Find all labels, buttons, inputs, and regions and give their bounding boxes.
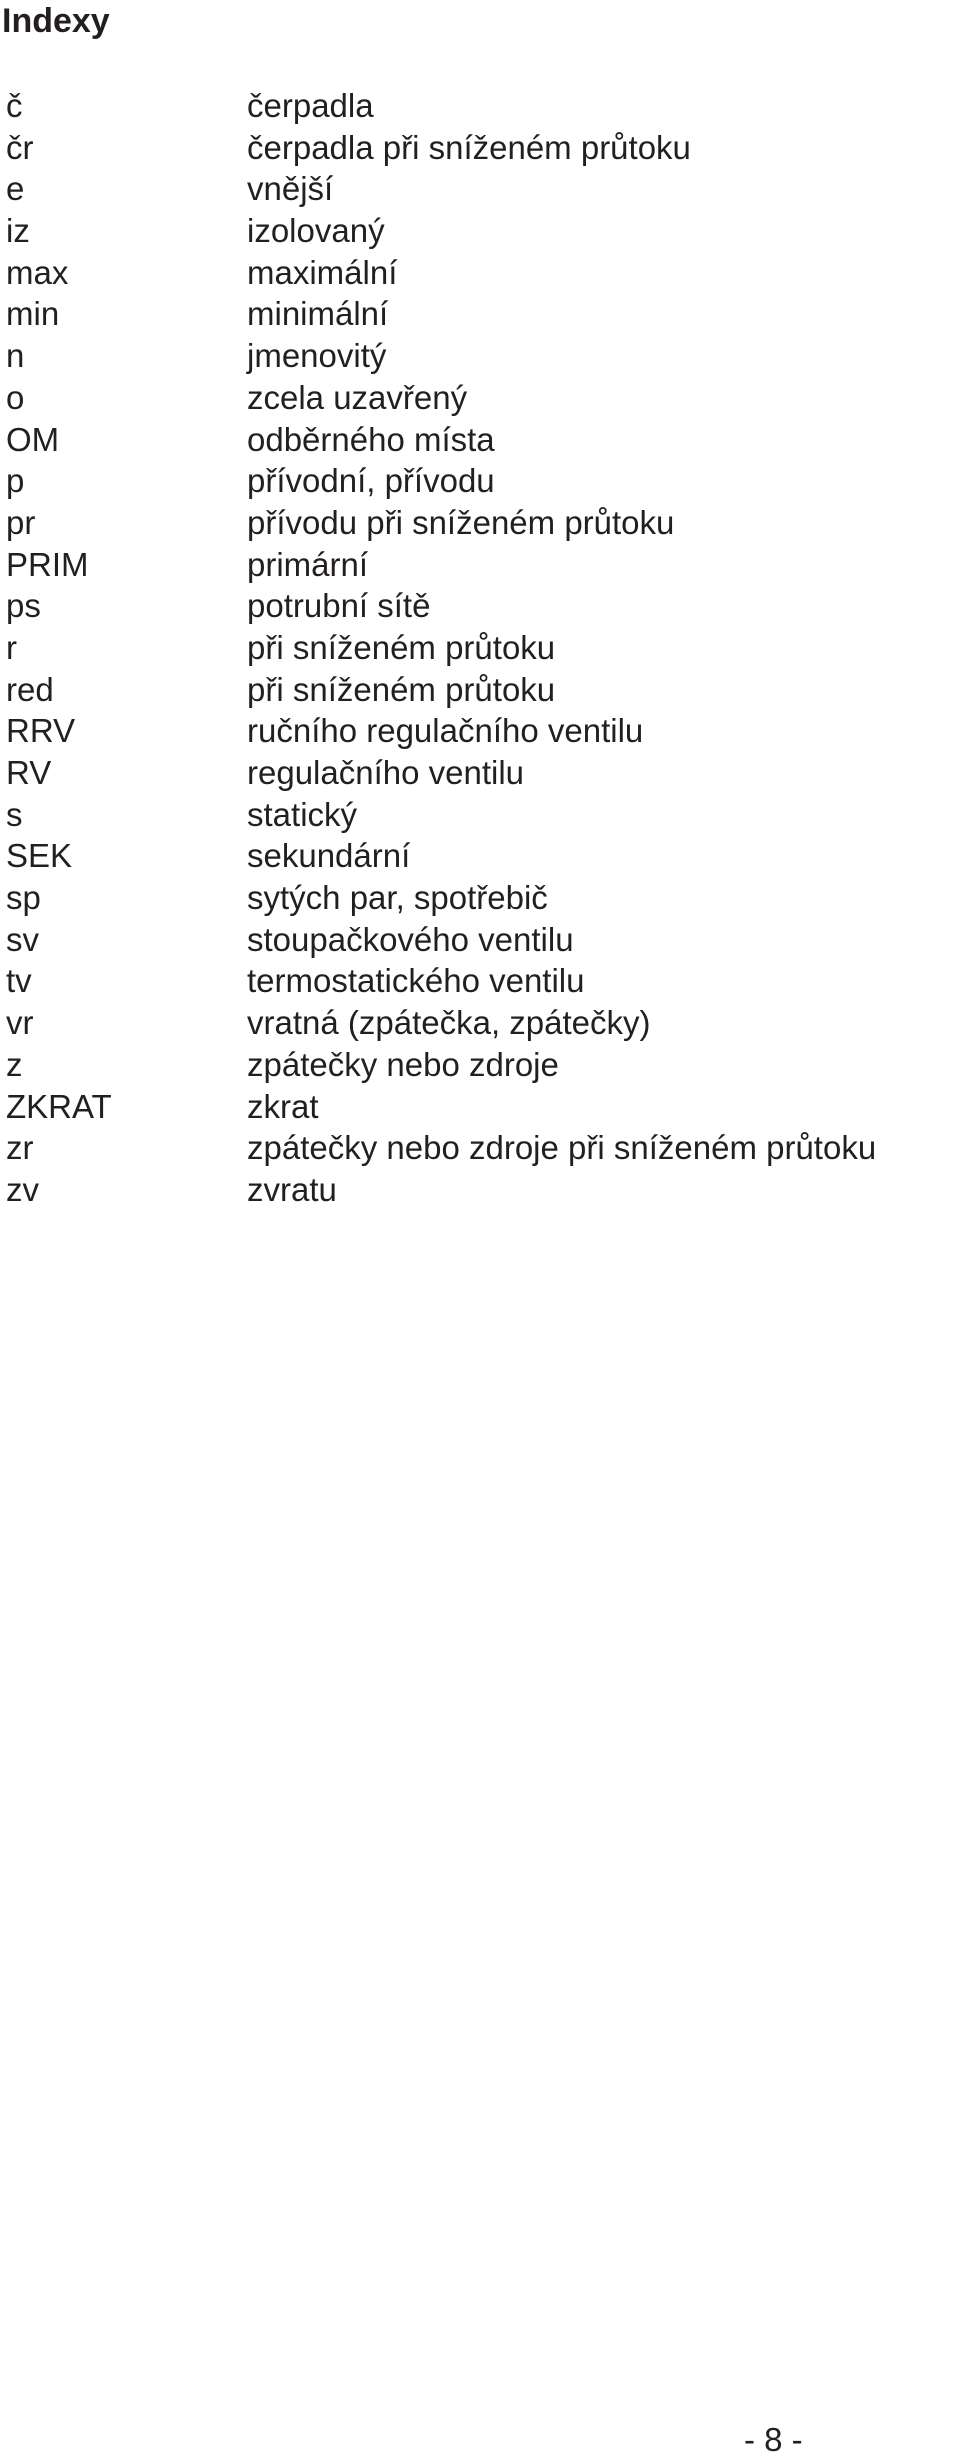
index-meaning: ručního regulačního ventilu [247, 712, 644, 750]
index-abbreviation: ps [6, 587, 41, 625]
index-row [0, 252, 960, 294]
index-row [0, 710, 960, 752]
index-abbreviation: tv [6, 962, 32, 1000]
index-abbreviation: č [6, 87, 23, 124]
index-meaning: zkrat [247, 1087, 319, 1125]
index-row [0, 1169, 960, 1211]
index-abbreviation: n [6, 337, 25, 375]
index-row [0, 960, 960, 1002]
index-meaning: izolovaný [247, 212, 385, 250]
index-meaning: termostatického ventilu [247, 962, 585, 1000]
index-abbreviation: e [6, 170, 25, 208]
index-row [0, 127, 960, 169]
index-abbreviation: p [6, 462, 25, 500]
index-row [0, 544, 960, 586]
index-meaning: přívodu při sníženém průtoku [247, 503, 675, 541]
index-list [0, 85, 960, 1211]
index-abbreviation: RV [6, 754, 52, 791]
index-abbreviation: OM [6, 420, 60, 458]
index-row [0, 377, 960, 419]
index-row [0, 627, 960, 669]
index-abbreviation: čr [6, 128, 34, 166]
index-meaning: vnější [247, 170, 334, 208]
index-row [0, 1086, 960, 1128]
index-meaning: maximální [247, 253, 398, 291]
index-meaning: jmenovitý [247, 337, 387, 375]
index-abbreviation: PRIM [6, 545, 89, 583]
index-abbreviation: s [6, 795, 23, 833]
index-meaning: odběrného místa [247, 420, 495, 458]
index-meaning: stoupačkového ventilu [247, 920, 574, 958]
index-abbreviation: min [6, 295, 60, 333]
index-row [0, 335, 960, 377]
index-abbreviation: sp [6, 879, 41, 917]
index-meaning: zcela uzavřený [247, 378, 468, 416]
index-abbreviation: r [6, 628, 17, 666]
index-meaning: při sníženém průtoku [247, 628, 556, 666]
index-meaning: čerpadla při sníženém průtoku [247, 128, 691, 166]
index-row [0, 460, 960, 502]
index-abbreviation: zr [6, 1129, 34, 1167]
index-row [0, 168, 960, 210]
index-row [0, 210, 960, 252]
index-meaning: statický [247, 795, 358, 833]
index-meaning: při sníženém průtoku [247, 670, 556, 708]
index-meaning: regulačního ventilu [247, 754, 525, 791]
index-abbreviation: RRV [6, 712, 76, 750]
index-row [0, 502, 960, 544]
index-abbreviation: vr [6, 1004, 34, 1042]
index-abbreviation: ZKRAT [6, 1087, 112, 1125]
index-abbreviation: sv [6, 920, 39, 958]
index-row [0, 669, 960, 711]
index-meaning: sekundární [247, 837, 411, 875]
page-title: Indexy [2, 2, 110, 40]
index-row [0, 1127, 960, 1169]
index-abbreviation: zv [6, 1170, 39, 1208]
index-meaning: přívodní, přívodu [247, 462, 495, 500]
index-row [0, 835, 960, 877]
index-row [0, 752, 960, 794]
index-meaning: vratná (zpátečka, zpátečky) [247, 1004, 651, 1042]
index-row [0, 794, 960, 836]
index-abbreviation: o [6, 378, 25, 416]
index-row [0, 419, 960, 461]
index-row [0, 1002, 960, 1044]
index-meaning: zvratu [247, 1170, 337, 1208]
index-abbreviation: SEK [6, 837, 73, 875]
index-abbreviation: z [6, 1045, 23, 1083]
index-row [0, 85, 960, 127]
index-meaning: minimální [247, 295, 389, 333]
index-abbreviation: iz [6, 212, 30, 250]
index-row [0, 919, 960, 961]
index-meaning: zpátečky nebo zdroje při sníženém průtoku [247, 1129, 877, 1167]
index-abbreviation: max [6, 253, 69, 291]
index-meaning: zpátečky nebo zdroje [247, 1045, 559, 1083]
index-meaning: sytých par, spotřebič [247, 879, 548, 917]
index-meaning: čerpadla [247, 87, 374, 124]
index-meaning: primární [247, 545, 369, 583]
index-row [0, 293, 960, 335]
index-meaning: potrubní sítě [247, 587, 431, 625]
index-row [0, 585, 960, 627]
index-abbreviation: pr [6, 503, 36, 541]
index-row [0, 1044, 960, 1086]
page-number: - 8 - [744, 2421, 803, 2458]
index-abbreviation: red [6, 670, 54, 708]
index-row [0, 877, 960, 919]
